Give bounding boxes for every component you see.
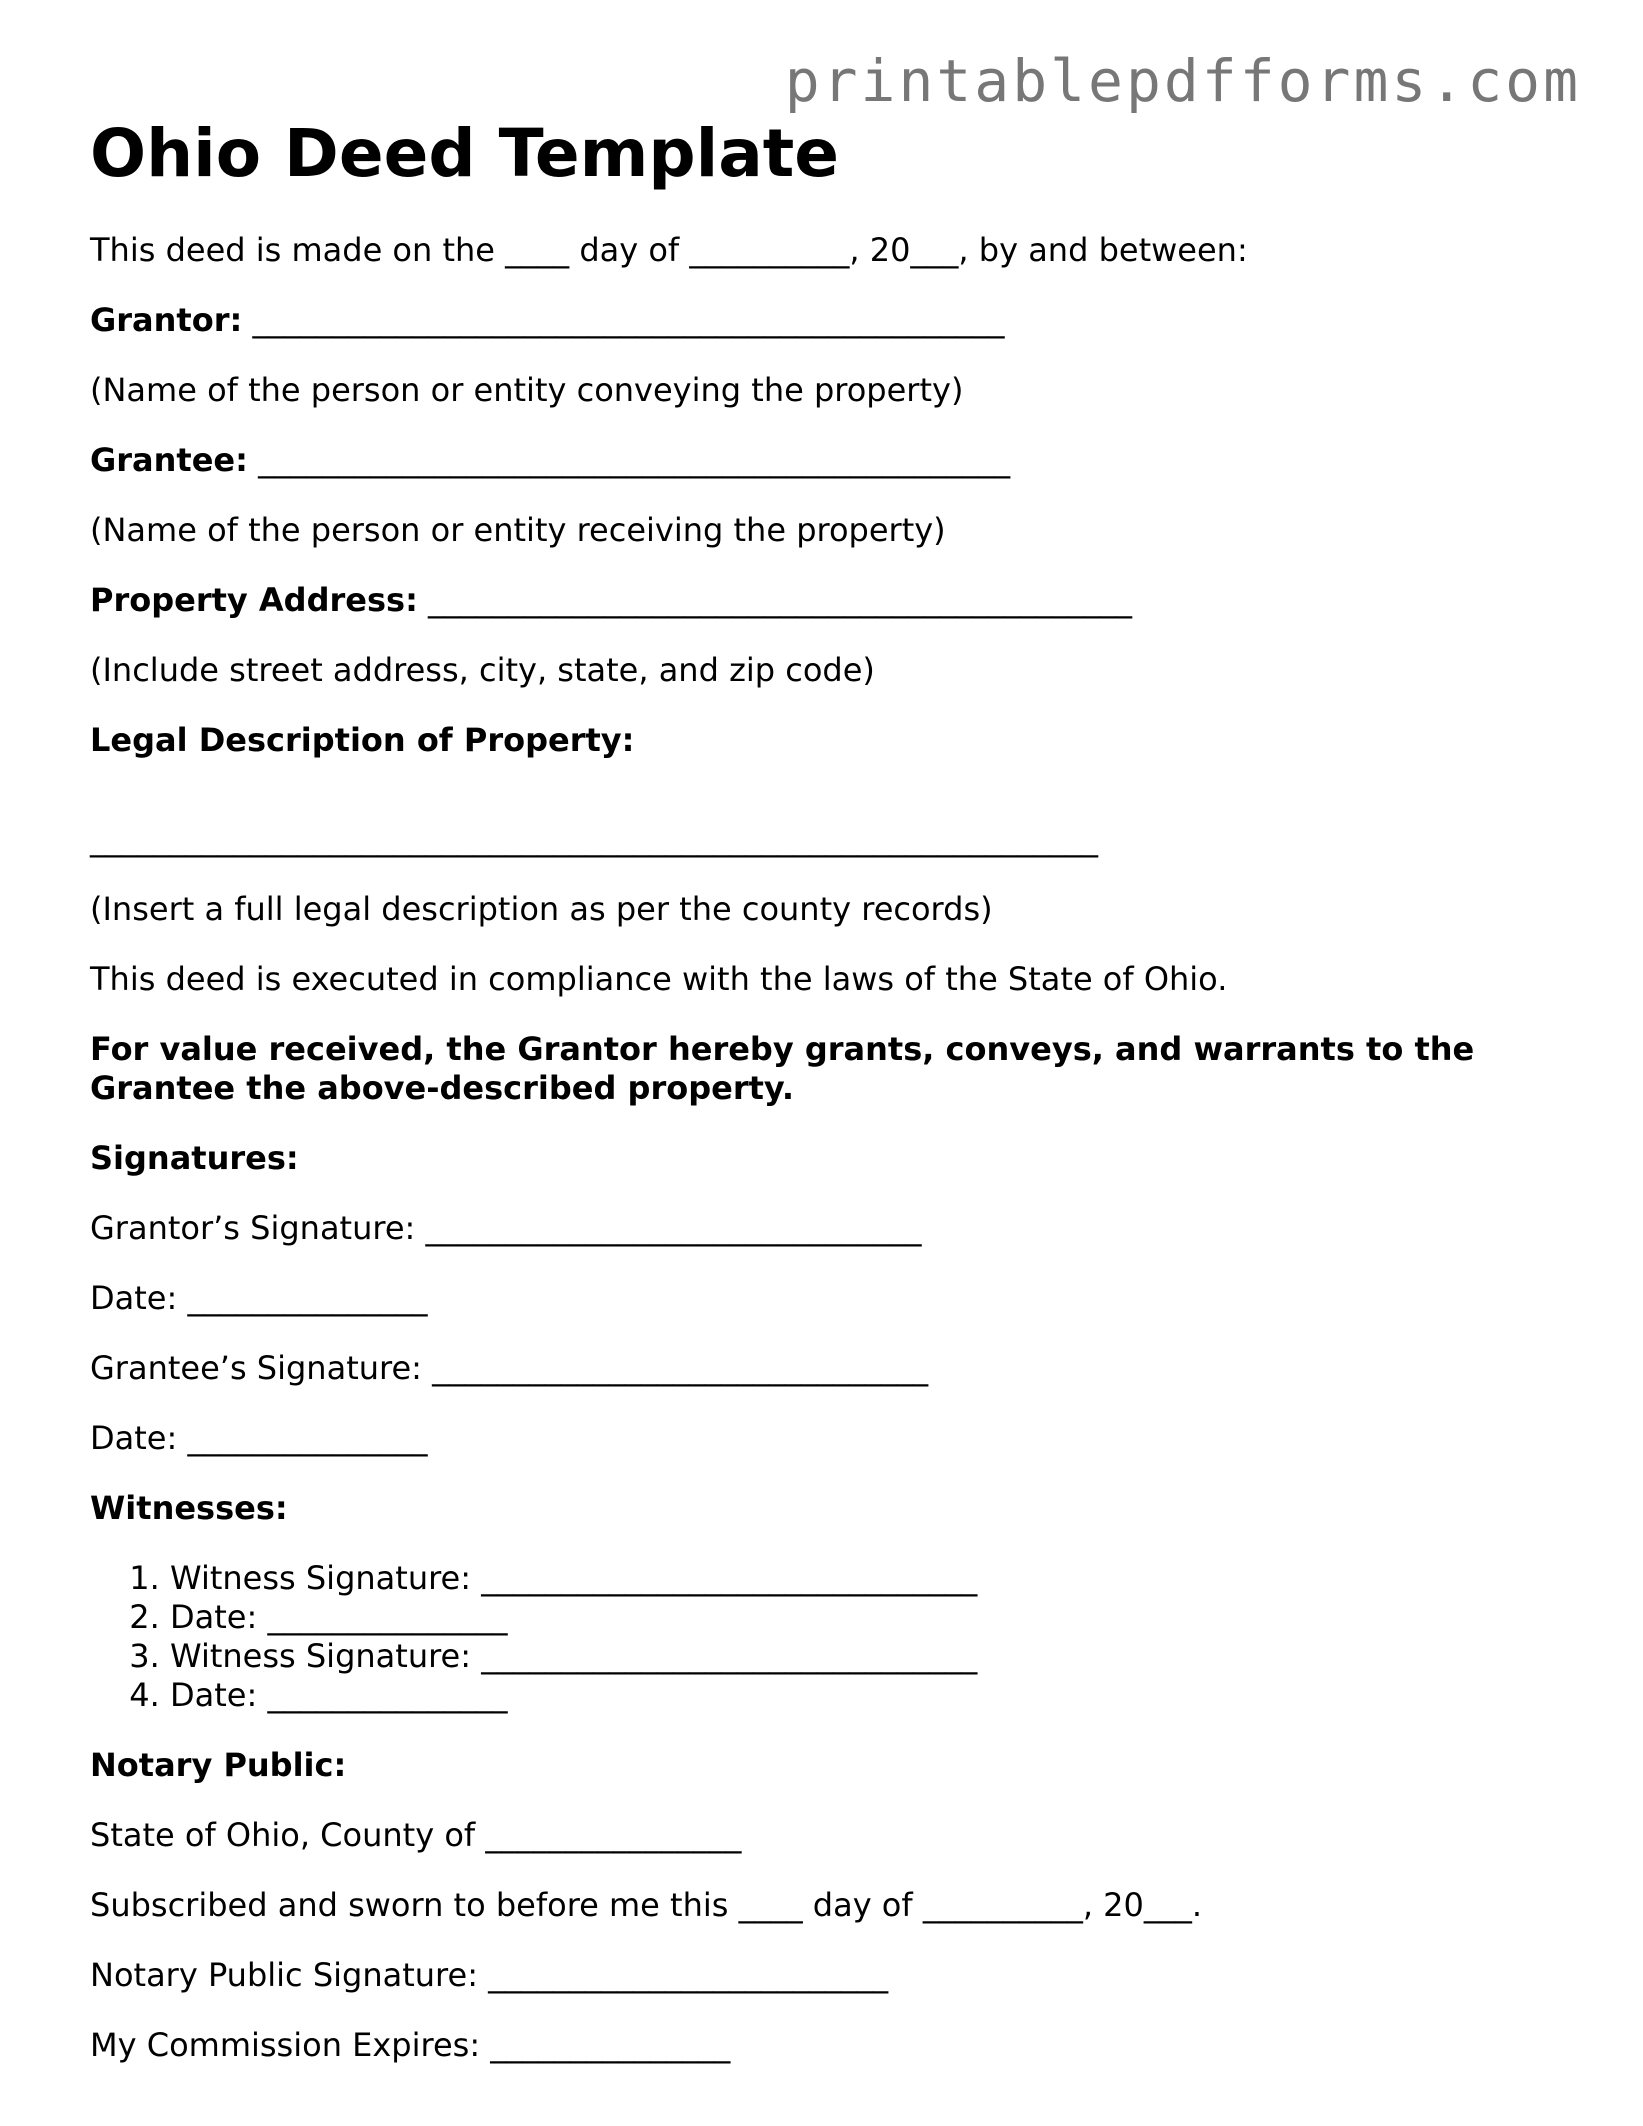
witness-1-signature[interactable]: 1. Witness Signature: _______________________________: [170, 1559, 1560, 1598]
property-address-line[interactable]: ____________________________________________: [428, 580, 1133, 619]
notary-signature-line[interactable]: Notary Public Signature: _________________________: [90, 1955, 889, 1994]
witnesses-heading: Witnesses:: [90, 1488, 288, 1527]
page-title: Ohio Deed Template: [90, 115, 840, 192]
grantee-date-line[interactable]: Date: _______________: [90, 1418, 428, 1457]
grantee-label: Grantee:: [90, 440, 248, 479]
notary-county-line[interactable]: State of Ohio, County of ________________: [90, 1815, 742, 1854]
notary-commission-line[interactable]: My Commission Expires: _______________: [90, 2025, 731, 2064]
grantor-date-line[interactable]: Date: _______________: [90, 1278, 428, 1317]
grantor-signature-line[interactable]: Grantor’s Signature: _______________________________: [90, 1208, 922, 1247]
grant-clause: For value received, the Grantor hereby grants, conveys, and warrants to the Grantee the above-described property.: [90, 1029, 1475, 1107]
property-address-note: (Include street address, city, state, and zip code): [90, 650, 875, 689]
notary-sworn-line[interactable]: Subscribed and sworn to before me this ____ day of __________, 20___.: [90, 1885, 1203, 1924]
watermark: printablepdfforms.com: [784, 47, 1581, 115]
grantee-field: [90, 441, 1560, 480]
signatures-heading: Signatures:: [90, 1138, 299, 1177]
grantor-line[interactable]: _______________________________________________: [252, 300, 1005, 339]
property-address-field: [90, 581, 1560, 620]
intro-text: This deed is made on the ____ day of __________, 20___, by and between:: [90, 230, 1248, 269]
notary-heading: Notary Public:: [90, 1745, 347, 1784]
grantee-note: (Name of the person or entity receiving the property): [90, 510, 946, 549]
grantor-label: Grantor:: [90, 300, 243, 339]
legal-description-label: Legal Description of Property:: [90, 720, 635, 759]
witness-2-signature[interactable]: 3. Witness Signature: _______________________________: [170, 1637, 1560, 1676]
grantee-line[interactable]: _______________________________________________: [258, 440, 1011, 479]
witness-2-date[interactable]: 4. Date: _______________: [170, 1676, 1560, 1715]
grantor-field: [90, 301, 1560, 340]
grantor-note: (Name of the person or entity conveying the property): [90, 370, 964, 409]
deed-document: [90, 115, 1560, 2096]
witness-list: [90, 1559, 1560, 1715]
compliance-text: This deed is executed in compliance with the laws of the State of Ohio.: [90, 959, 1228, 998]
grantee-signature-line[interactable]: Grantee’s Signature: _______________________________: [90, 1348, 929, 1387]
legal-description-line[interactable]: _______________________________________________________________: [90, 819, 1098, 858]
witness-1-date[interactable]: 2. Date: _______________: [170, 1598, 1560, 1637]
legal-description-note: (Insert a full legal description as per the county records): [90, 889, 993, 928]
property-address-label: Property Address:: [90, 580, 418, 619]
